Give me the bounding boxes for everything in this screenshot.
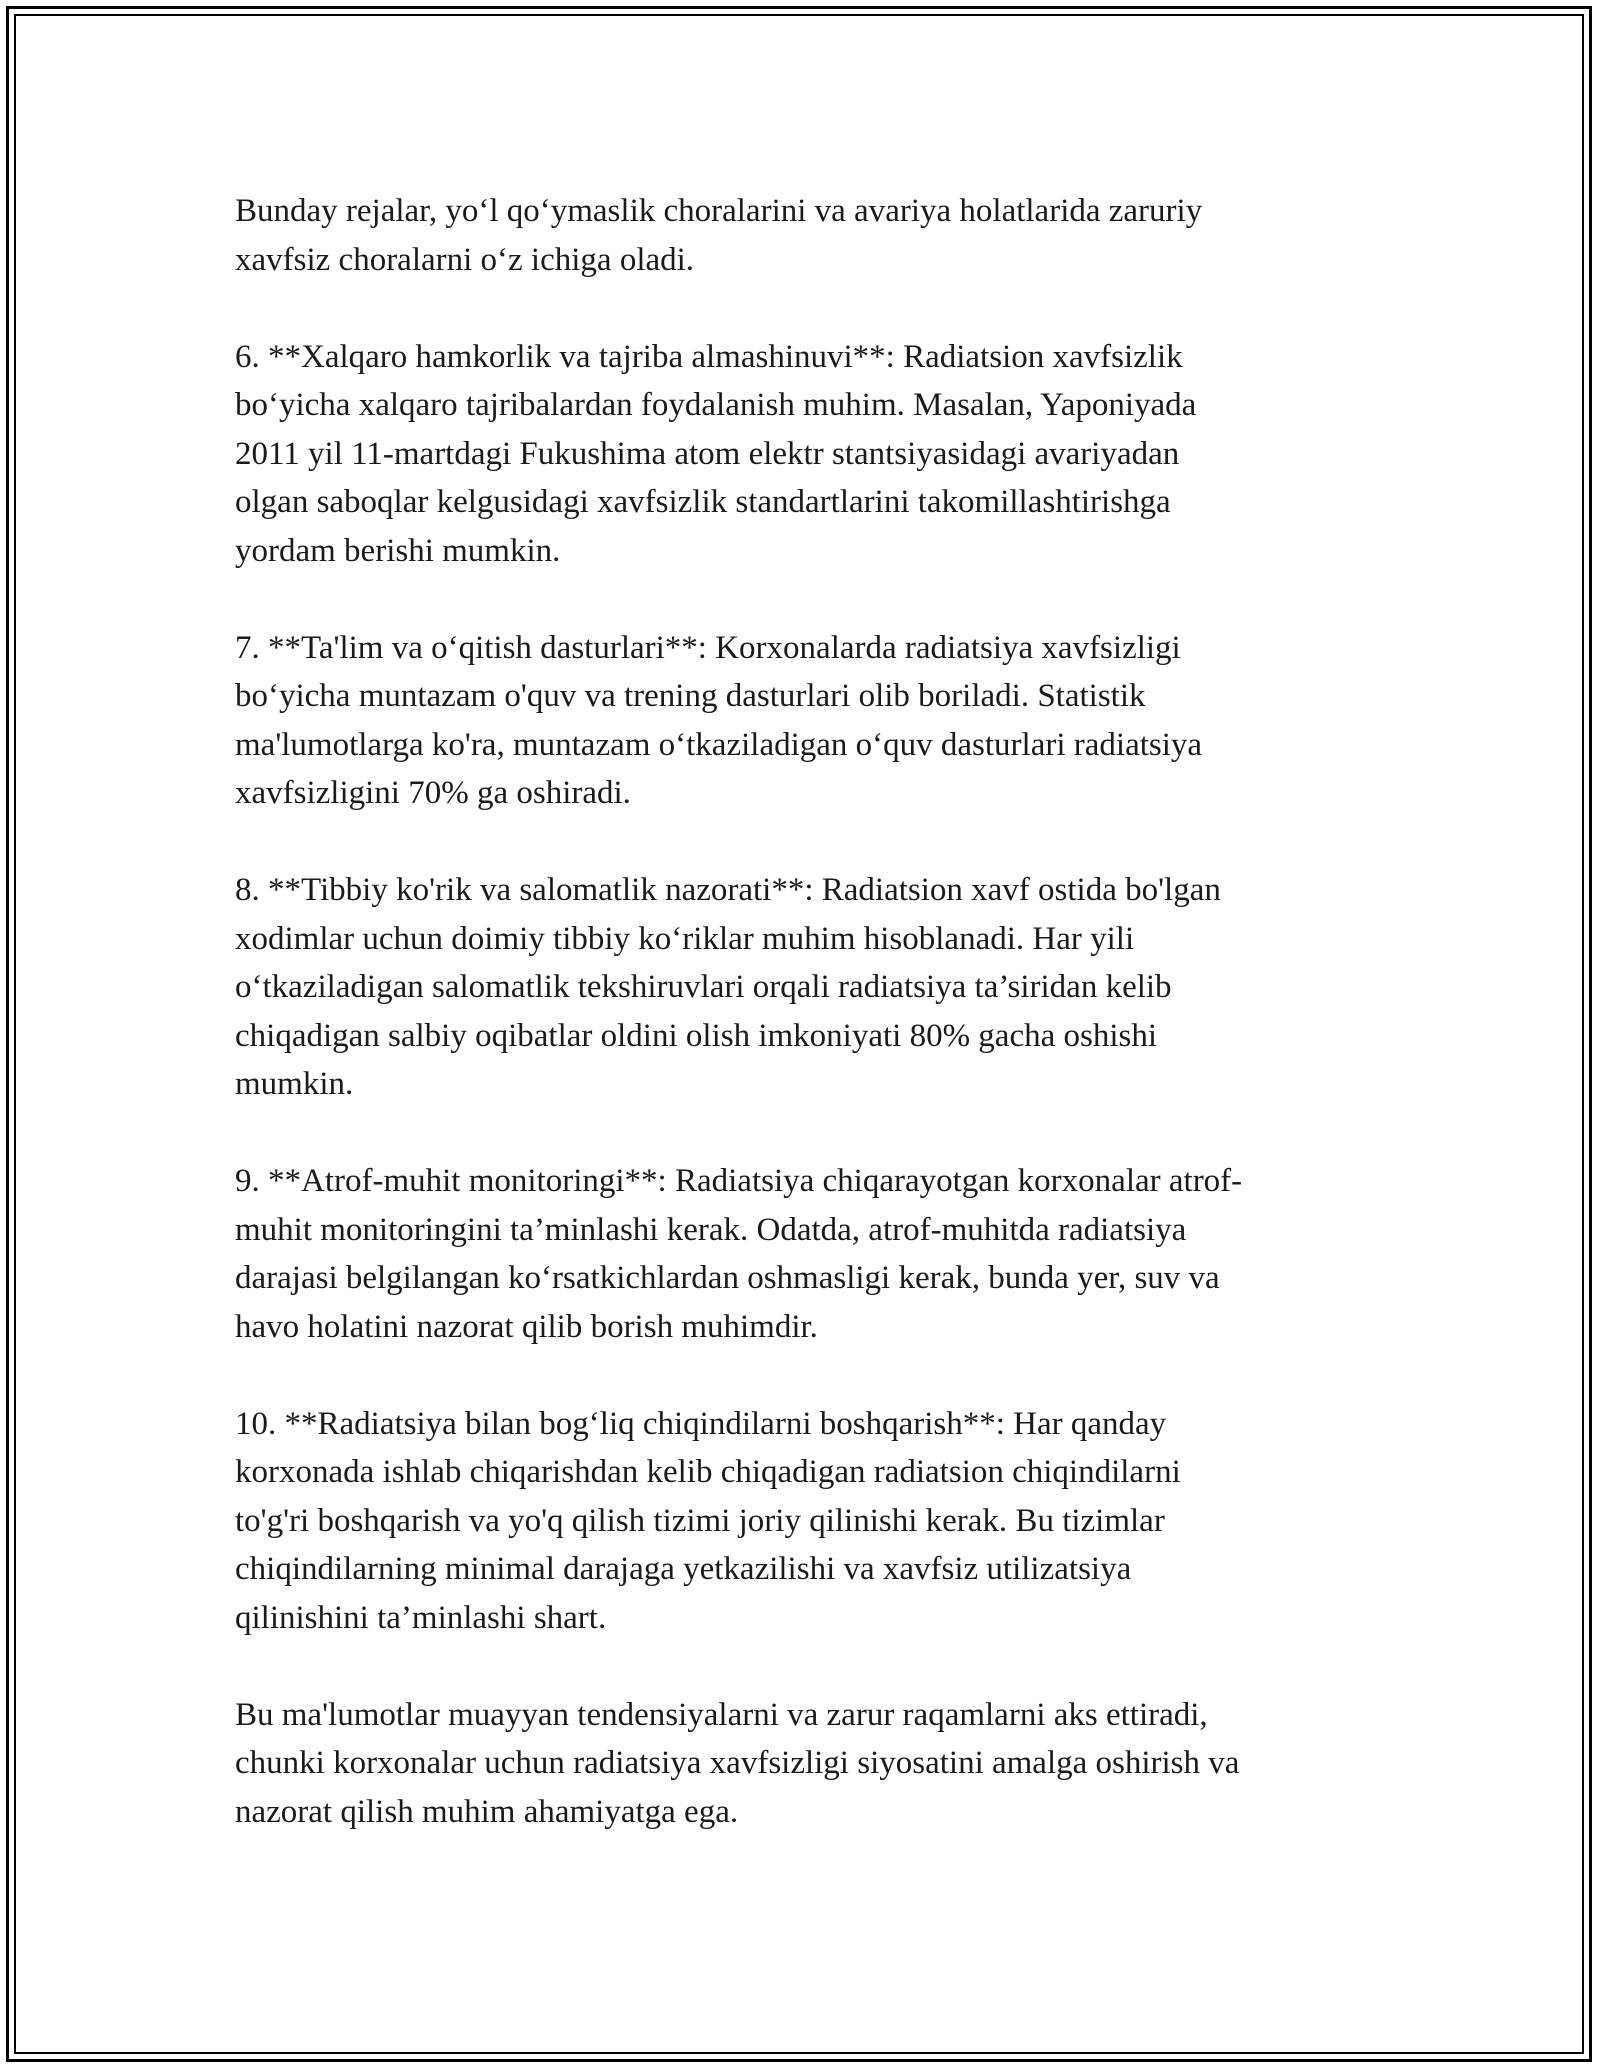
paragraph-item-6: 6. **Xalqaro hamkorlik va tajriba almashinuvi**: Radiatsion xavfsizlik bo‘yicha xalqaro tajribalardan foydalanish muhim. Masalan, Yaponiyada 2011 yil 11-martdagi Fukushima atom elektr stantsiyasidagi avariyadan olgan saboqlar kelgusidagi xavfsizlik standartlarini takomillashtirishga yordam berishi mumkin. [235, 338, 1197, 569]
paragraph-intro: Bunday rejalar, yo‘l qo‘ymaslik choralarini va avariya holatlarida zaruriy xavfsiz choralarni o‘z ichiga oladi. [235, 193, 1203, 278]
paragraph-item-9: 9. **Atrof-muhit monitoringi**: Radiatsiya chiqarayotgan korxonalar atrof- muhit monitoringini ta’minlashi kerak. Odatda, atrof-muhitda radiatsiya darajasi belgilangan ko‘rsatkichlardan oshmasligi kerak, bunda yer, suv va havo holatini nazorat qilib borish muhimdir. [235, 1163, 1243, 1345]
paragraph-item-8: 8. **Tibbiy ko'rik va salomatlik nazorati**: Radiatsion xavf ostida bo'lgan xodimlar uchun doimiy tibbiy ko‘riklar muhim hisoblanadi. Har yili o‘tkaziladigan salomatlik tekshiruvlari orqali radiatsiya ta’siridan kelib chiqadigan salbiy oqibatlar oldini olish imkoniyati 80% gacha oshishi mumkin. [235, 872, 1221, 1102]
document-body [235, 187, 1365, 1885]
paragraph-item-7: 7. **Ta'lim va o‘qitish dasturlari**: Korxonalarda radiatsiya xavfsizligi bo‘yicha muntazam o'quv va trening dasturlari olib boriladi. Statistik ma'lumotlarga ko'ra, muntazam o‘tkaziladigan o‘quv dasturlari radiatsiya xavfsizligini 70% ga oshiradi. [235, 629, 1203, 811]
paragraph-item-10: 10. **Radiatsiya bilan bog‘liq chiqindilarni boshqarish**: Har qanday korxonada ishlab chiqarishdan kelib chiqadigan radiatsion chiqindilarni to'g'ri boshqarish va yo'q qilish tizimi joriy qilinishi kerak. Bu tizimlar chiqindilarning minimal darajaga yetkazilishi va xavfsiz utilizatsiya qilinishini ta’minlashi shart. [235, 1405, 1181, 1636]
paragraph-conclusion: Bu ma'lumotlar muayyan tendensiyalarni va zarur raqamlarni aks ettiradi, chunki korxonalar uchun radiatsiya xavfsizligi siyosatini amalga oshirish va nazorat qilish muhim ahamiyatga ega. [235, 1696, 1240, 1830]
